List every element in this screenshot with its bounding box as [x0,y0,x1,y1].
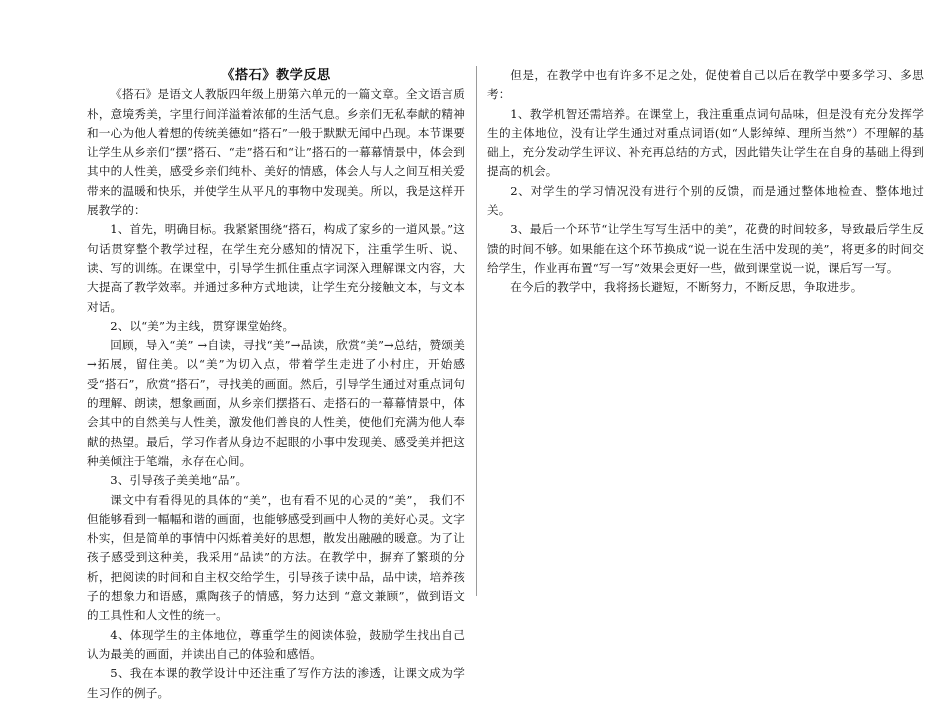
paragraph-shortcoming-2: 2、对学生的学习情况没有进行个别的反馈，而是通过整体地检查、整体地过关。 [487,183,924,218]
paragraph-conclusion: 在今后的教学中，我将扬长避短，不断努力，不断反思，争取进步。 [510,280,863,295]
paragraph-point-4: 4、体现学生的主体地位，尊重学生的阅读体验，鼓励学生找出自己认为最美的画面，并读出自己的体验和感悟。 [87,627,465,661]
paragraph-intro: 《搭石》是语文人教版四年级上册第六单元的一篇文章。全文语言质朴，意境秀美，字里行间洋溢着浓郁的生活气息。乡亲们无私奉献的精神和一心为他人着想的传统美德如“搭石”一般于默默无闻中凸现。本节课要让学生从乡亲们“摆”搭石、“走”搭石和“让”搭石的一幕幕情景中，体会到其中的人性美，感受乡亲们纯朴、美好的情感，体会人与人之间互相关爱带来的温暖和快乐，并使学生从平凡的事物中发现美。所以，我是这样开展教学的： [87,87,465,218]
paragraph-point-2-heading: 2、以“美”为主线，贯穿课堂始终。 [110,318,295,333]
paragraph-shortcoming-1: 1、教学机智还需培养。在课堂上，我注重重点词句品味，但是没有充分发挥学生的主体地位，没有让学生通过对重点词语(如“人影绰绰、理所当然”）不理解的基础上，充分发动学生评议、补充再总结的方式，因此错失让学生在自身的基础上得到提高的机会。 [487,106,924,179]
paragraph-point-3-heading: 3、引导孩子美美地“品”。 [110,473,248,488]
paragraph-shortcoming-3: 3、最后一个环节“让学生写写生活中的美”，花费的时间较多，导致最后学生反馈的时间不够。如果能在这个环节换成“说一说在生活中发现的美”，将更多的时间交给学生，作业再布置“写一写”效果会更好一些，做到课堂说一说，课后写一写。 [487,222,924,275]
paragraph-point-1: 1、首先，明确目标。我紧紧围绕“搭石，构成了家乡的一道风景。”这句话贯穿整个教学过程，在学生充分感知的情况下，注重学生听、说、读、写的训练。在课堂中，引导学生抓住重点字词深入理解课文内容，大大提高了教学效率。并通过多种方式地读，让学生充分接触文本，与文本对话。 [87,222,465,314]
document-title: 《搭石》教学反思 [221,68,331,83]
paragraph-point-3-body: 课文中有看得见的具体的“美”，也有看不见的心灵的“美”， 我们不但能够看到一幅幅和谐的画面，也能够感受到画中人物的美好心灵。文字朴实，但是简单的事情中闪烁着美好的思想，散发出融融的暖意。为了让孩子感受到这种美，我采用“品读”的方法。在教学中，摒弃了繁琐的分析，把阅读的时间和自主权交给学生，引导孩子读中品，品中读，培养孩子的想象力和语感，熏陶孩子的情感，努力达到 “意文兼顾”，做到语文的工具性和人文性的统一。 [87,492,465,623]
paragraph-point-2-body: 回顾，导入“美” →自读，寻找“美”→品读，欣赏“美”→总结，赞颂美→拓展，留住美。以“美”为切入点，带着学生走进了小村庄，开始感受“搭石”，欣赏“搭石”，寻找美的画面。然后，引导学生通过对重点词句的理解、朗读，想象画面，从乡亲们摆搭石、走搭石的一幕幕情景中，体会其中的自然美与人性美，激发他们善良的人性美，使他们充满为他人奉献的热望。最后，学习作者从身边不起眼的小事中发现美、感受美并把这种美倾注于笔端，永存在心间。 [87,338,465,468]
left-column [87,66,465,703]
paragraph-point-5: 5、我在本课的教学设计中还注重了写作方法的渗透，让课文成为学生习作的例子。 [87,666,465,700]
paragraph-shortcomings-intro: 但是，在教学中也有许多不足之处，促使着自己以后在教学中要多学习、多思考： [487,68,924,102]
right-column [487,66,924,298]
column-divider [476,66,477,596]
